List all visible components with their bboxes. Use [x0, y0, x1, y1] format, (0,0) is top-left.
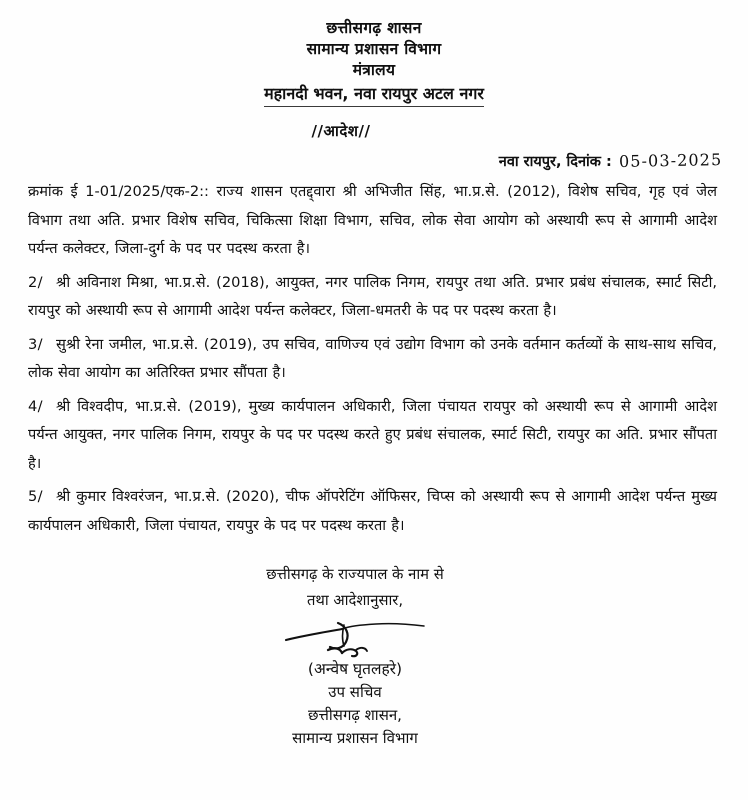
signatory-name: (अन्वेष घृतलहरे): [307, 660, 403, 678]
paragraph-text: क्रमांक ई 1-01/2025/एक-2:: राज्य शासन एतद्द्वारा श्री अभिजीत सिंह, भा.प्र.से. (2012), विशेष सचिव, गृह एवं जेल विभाग तथा अति. प्रभार विशेष सचिव, चिकित्सा शिक्षा विभाग, सचिव, लोक सेवा आयोग को अस्थायी रूप से आगामी आदेश पर्यन्त कलेक्टर, जिला-दुर्ग के पद पर पदस्थ करता है।: [28, 183, 717, 257]
order-paragraph: [28, 331, 717, 388]
closing-line-order: तथा आदेशानुसार,: [306, 592, 404, 609]
header-line-ministry: मंत्रालय: [352, 61, 396, 79]
order-paragraph: [28, 269, 717, 326]
closing-block: [0, 562, 748, 614]
order-paragraph: [28, 178, 717, 264]
paragraph-text: श्री अविनाश मिश्रा, भा.प्र.से. (2018), आयुक्त, नगर पालिक निगम, रायपुर तथा अति. प्रभार प्रबंध संचालक, स्मार्ट सिटी, रायपुर को अस्थायी रूप से आगामी आदेश पर्यन्त कलेक्टर, जिला-धमतरी के पद पर पदस्थ करता है।: [28, 273, 717, 319]
paragraph-number: 3/: [28, 335, 44, 353]
paragraph-number: 5/: [28, 488, 44, 505]
order-heading: //आदेश//: [311, 122, 371, 140]
signatory-department: सामान्य प्रशासन विभाग: [292, 729, 418, 747]
document-header: [0, 0, 748, 107]
order-paragraph: [28, 483, 717, 540]
header-address: महानदी भवन, नवा रायपुर अटल नगर: [264, 82, 484, 107]
dateline-date-value: 05-03-2025: [618, 150, 723, 171]
signature-block: [0, 620, 748, 750]
paragraph-text: सुश्री रेना जमील, भा.प्र.से. (2019), उप सचिव, वाणिज्य एवं उद्योग विभाग को उनके वर्तमान कर्तव्यों के साथ-साथ सचिव, लोक सेवा आयोग का अतिरिक्त प्रभार सौंपता है।: [28, 335, 717, 381]
paragraph-number: 4/: [28, 397, 44, 415]
dateline: [0, 151, 748, 171]
header-line-department: सामान्य प्रशासन विभाग: [306, 40, 442, 58]
paragraph-text: श्री कुमार विश्वरंजन, भा.प्र.से. (2020), चीफ ऑपरेटिंग ऑफिसर, चिप्स को अस्थायी रूप से आगामी आदेश पर्यन्त मुख्य कार्यपालन अधिकारी, जिला पंचायत, रायपुर के पद पर पदस्थ करता है।: [28, 488, 717, 534]
paragraph-text: श्री विश्वदीप, भा.प्र.से. (2019), मुख्य कार्यपालन अधिकारी, जिला पंचायत रायपुर को अस्थायी रूप से आगामी आदेश पर्यन्त आयुक्त, नगर पालिक निगम, रायपुर के पद पर पदस्थ करते हुए प्रबंध संचालक, स्मार्ट सिटी, रायपुर का अति. प्रभार सौंपता है।: [28, 397, 717, 472]
document-body: [0, 178, 748, 540]
header-line-state: छत्तीसगढ़ शासन: [326, 19, 422, 37]
signatory-designation: उप सचिव: [328, 683, 382, 701]
paragraph-number: 2/: [28, 273, 44, 291]
order-paragraph: [28, 393, 717, 479]
signatory-government: छत्तीसगढ़ शासन,: [308, 706, 402, 724]
dateline-place-label: नवा रायपुर, दिनांक :: [498, 154, 612, 170]
closing-line-governor: छत्तीसगढ़ के राज्यपाल के नाम से: [266, 566, 444, 583]
